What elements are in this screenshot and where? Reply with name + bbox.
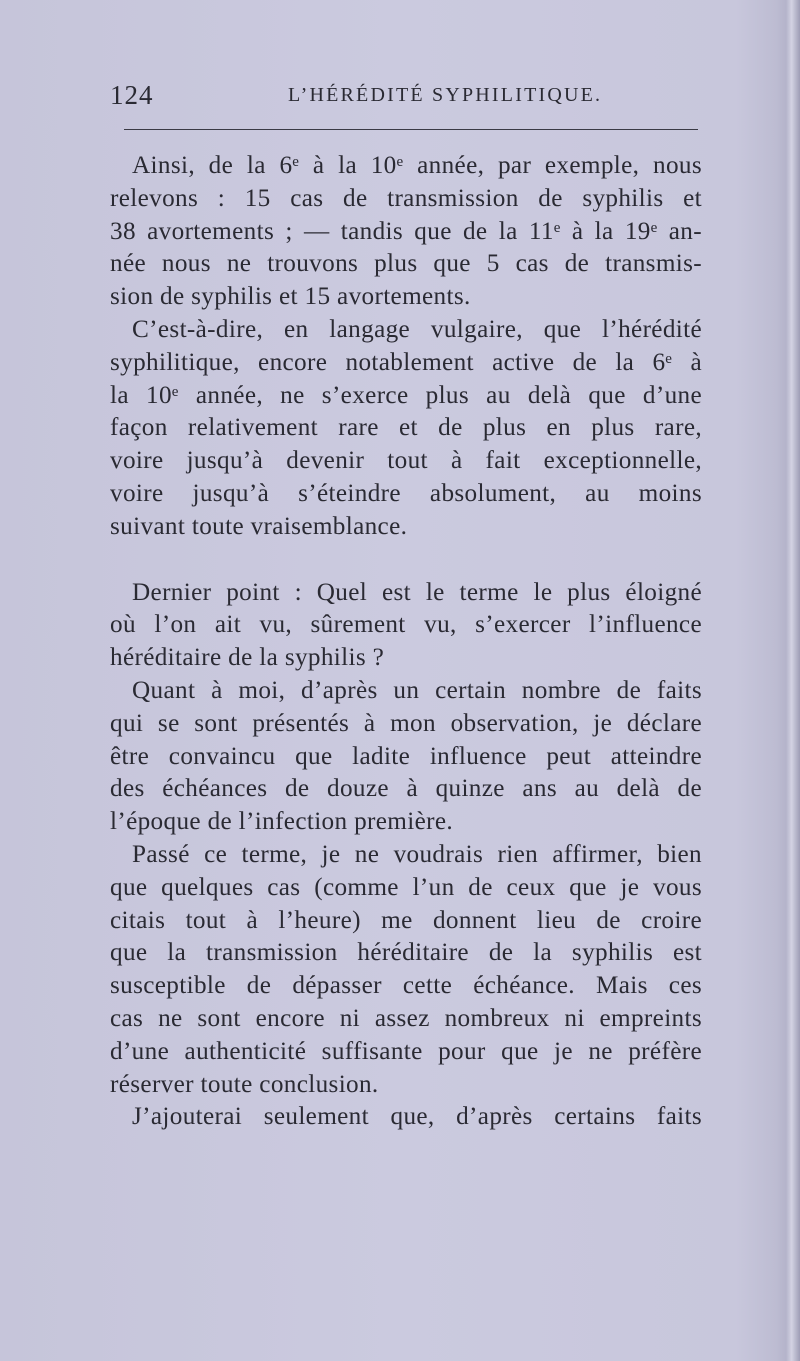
text-line: être convaincu que ladite influence peut atteindre <box>110 742 702 770</box>
text-line: C’est-à-dire, en langage vulgaire, que l’hérédité <box>132 315 702 343</box>
text-line: où l’on ait vu, sûrement vu, s’exercer l’influence <box>110 611 702 639</box>
text-line: suivant toute vraisemblance. <box>110 512 408 540</box>
text-line: née nous ne trouvons plus que 5 cas de transmis- <box>110 250 702 278</box>
page-number: 124 <box>110 80 154 110</box>
page-header <box>110 80 700 120</box>
header-rule <box>124 129 698 130</box>
text-line: que quelques cas (comme l’un de ceux que je vous <box>110 873 702 901</box>
running-title: L’HÉRÉDITÉ SYPHILITIQUE. <box>288 84 603 106</box>
text-line: relevons : 15 cas de transmission de syphilis et <box>110 184 702 212</box>
text-line: susceptible de dépasser cette échéance. Mais ces <box>110 972 702 1000</box>
text-line: voire jusqu’à devenir tout à fait exceptionnelle, <box>110 447 702 475</box>
text-line: sion de syphilis et 15 avortements. <box>110 283 471 311</box>
paragraph <box>110 314 702 544</box>
paragraph <box>110 675 702 839</box>
text-line: réserver toute conclusion. <box>110 1070 379 1098</box>
text-line: voire jusqu’à s’éteindre absolument, au moins <box>110 479 702 507</box>
text-line: Passé ce terme, je ne voudrais rien affirmer, bien <box>132 840 702 868</box>
text-line: qui se sont présentés à mon observation, je déclare <box>110 709 702 737</box>
paragraph <box>110 150 702 314</box>
text-line: Quant à moi, d’après un certain nombre de faits <box>132 676 702 704</box>
text-line: syphilitique, encore notablement active de la 6ᵉ à <box>110 348 702 376</box>
text-line: Ainsi, de la 6ᵉ à la 10ᵉ année, par exemple, nous <box>132 152 702 179</box>
text-line: que la transmission héréditaire de la syphilis est <box>110 939 702 967</box>
body-text <box>110 150 702 1134</box>
text-line: Dernier point : Quel est le terme le plus éloigné <box>132 578 702 606</box>
text-line: l’époque de l’infection première. <box>110 808 454 836</box>
text-line: 38 avortements ; — tandis que de la 11ᵉ à la 19ᵉ an- <box>110 217 702 245</box>
text-line: citais tout à l’heure) me donnent lieu de croire <box>110 906 702 934</box>
text-line: héréditaire de la syphilis ? <box>110 644 385 672</box>
text-line: d’une authenticité suffisante pour que je ne préfère <box>110 1037 702 1065</box>
paragraph <box>110 839 702 1101</box>
paragraph <box>110 577 702 675</box>
text-line: façon relativement rare et de plus en plus rare, <box>110 414 702 442</box>
text-line: des échéances de douze à quinze ans au delà de <box>110 775 702 803</box>
paragraph <box>110 1101 702 1134</box>
text-line: la 10ᵉ année, ne s’exerce plus au delà que d’une <box>110 381 702 409</box>
page-edge <box>786 0 800 1361</box>
text-line: cas ne sont encore ni assez nombreux ni empreints <box>110 1004 702 1032</box>
text-line: J’ajouterai seulement que, d’après certains faits <box>132 1103 702 1131</box>
